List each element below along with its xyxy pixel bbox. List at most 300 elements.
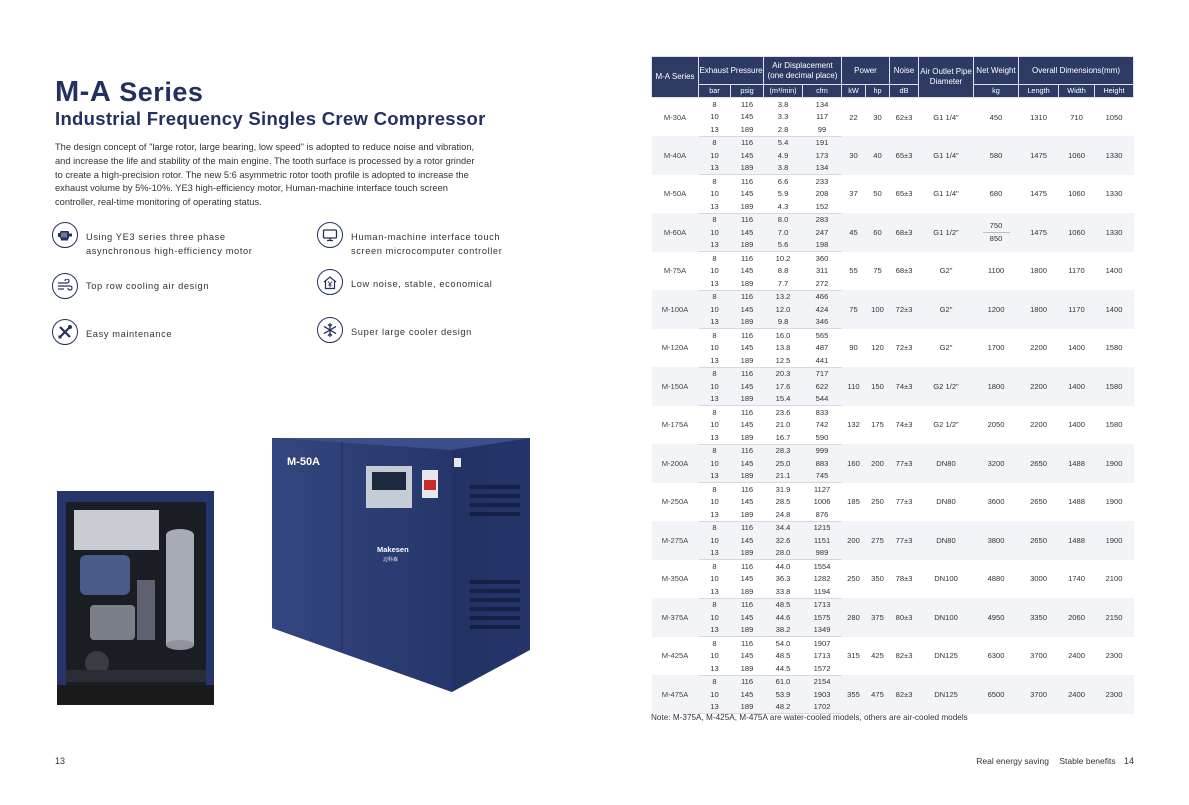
outlet-cell: G1 1/4"	[933, 189, 959, 199]
outlet-cell: G1 1/4"	[933, 112, 959, 122]
bar-cell: 8	[712, 484, 717, 494]
psig-cell: 189	[731, 547, 764, 560]
weight-cell: 3800	[974, 521, 1019, 560]
header-power: Power	[842, 57, 890, 85]
bar-cell: 13	[699, 585, 731, 598]
psig-cell: 145	[731, 303, 764, 316]
psig-cell: 189	[731, 354, 764, 367]
bar-cell: 8	[699, 521, 731, 534]
bar-cell: 13	[699, 701, 731, 714]
m3min-cell: 12.5	[764, 354, 803, 367]
model-group	[652, 213, 1134, 252]
table-row	[652, 213, 1134, 226]
psig-cell: 145	[731, 457, 764, 470]
psig-cell: 145	[731, 149, 764, 162]
length-cell: 2200	[1019, 367, 1059, 406]
psig-cell: 189	[731, 123, 764, 136]
bar-cell: 10	[710, 651, 719, 661]
m3min-cell: 28.3	[764, 444, 803, 457]
model-group	[652, 521, 1134, 560]
machine-brand-label: Makesen	[377, 545, 409, 554]
psig-cell: 145	[731, 611, 764, 624]
outlet-cell: DN100	[934, 574, 958, 584]
psig-cell: 189	[731, 624, 764, 637]
hp-cell: 200	[866, 444, 890, 483]
psig-cell: 116	[740, 484, 754, 494]
height-cell: 1400	[1105, 266, 1123, 276]
model-cell: M-200A	[652, 444, 699, 483]
m3min-cell: 28.5	[775, 497, 791, 507]
model-cell: M-75A	[663, 266, 687, 276]
cfm-cell: 1554	[813, 561, 831, 571]
kw-cell: 22	[849, 112, 858, 122]
hp-cell: 75	[873, 266, 882, 276]
m3min-cell: 23.6	[775, 407, 791, 417]
bar-cell: 10	[699, 149, 731, 162]
psig-cell: 145	[731, 534, 764, 547]
cfm-cell: 1702	[803, 701, 842, 714]
snowflake-icon	[317, 317, 343, 343]
height-cell: 2300	[1095, 675, 1134, 714]
psig-cell: 145	[740, 266, 754, 276]
m3min-cell: 3.3	[777, 112, 789, 122]
bar-cell: 8	[699, 213, 731, 226]
weight-cell: 580	[974, 136, 1019, 175]
unit-bar: bar	[699, 85, 731, 98]
psig-cell: 116	[731, 213, 764, 226]
cfm-cell: 717	[803, 367, 842, 380]
cfm-cell: 346	[803, 316, 842, 329]
wind-cooling-icon	[52, 273, 78, 299]
m3min-cell: 53.9	[764, 688, 803, 701]
m3min-cell: 5.9	[777, 189, 789, 199]
model-group	[652, 483, 1134, 522]
psig-cell: 116	[740, 407, 754, 417]
psig-cell: 116	[731, 675, 764, 688]
table-row	[652, 675, 1134, 688]
psig-cell: 145	[740, 420, 754, 430]
cfm-cell: 1907	[813, 638, 831, 648]
bar-cell: 10	[699, 534, 731, 547]
table-row	[652, 444, 1134, 457]
m3min-cell: 44.5	[764, 662, 803, 675]
model-cell: M-425A	[661, 651, 689, 661]
bar-cell: 8	[699, 444, 731, 457]
bar-cell: 8	[699, 598, 731, 611]
hp-cell: 350	[871, 574, 884, 584]
cfm-cell: 544	[803, 393, 842, 406]
feature-item	[52, 222, 252, 258]
psig-cell: 116	[740, 638, 754, 648]
m3min-cell: 7.0	[764, 226, 803, 239]
model-group	[652, 406, 1134, 445]
weight-value-alt: 850	[983, 232, 1010, 245]
open-compressor-image	[57, 491, 214, 705]
length-cell: 1475	[1030, 189, 1047, 199]
weight-cell: 3600	[987, 497, 1005, 507]
kw-cell: 132	[847, 420, 860, 430]
model-cell: M-50A	[663, 189, 687, 199]
width-cell: 2400	[1059, 675, 1095, 714]
closed-compressor-image	[272, 438, 530, 692]
cfm-cell: 134	[815, 99, 829, 109]
model-group	[652, 329, 1134, 368]
spec-table	[651, 56, 1134, 714]
weight-cell: 680	[989, 189, 1003, 199]
weight-cell: 1200	[974, 290, 1019, 329]
compressor-illustration	[52, 430, 542, 710]
table-row	[652, 175, 1134, 188]
product-images	[52, 430, 542, 710]
bar-cell: 8	[712, 176, 717, 186]
header-dimensions: Overall Dimensions(mm)	[1019, 57, 1134, 85]
psig-cell: 116	[731, 598, 764, 611]
m3min-cell: 48.5	[775, 651, 791, 661]
series-code: M-A	[55, 76, 112, 108]
db-cell: 80±3	[890, 598, 919, 637]
psig-cell: 145	[731, 688, 764, 701]
bar-cell: 13	[699, 470, 731, 483]
model-cell: M-150A	[652, 367, 699, 406]
outlet-cell: G1 1/2"	[919, 213, 974, 252]
outlet-cell: DN100	[919, 598, 974, 637]
model-group	[652, 136, 1134, 175]
cfm-cell: 247	[803, 226, 842, 239]
weight-cell: 4950	[974, 598, 1019, 637]
hp-cell: 30	[873, 112, 882, 122]
tools-icon	[52, 319, 78, 345]
m3min-cell: 8.0	[764, 213, 803, 226]
unit-kg: kg	[974, 85, 1019, 98]
m3min-cell: 36.3	[775, 574, 791, 584]
psig-cell: 116	[731, 367, 764, 380]
cfm-cell: 233	[815, 176, 829, 186]
bar-cell: 8	[712, 561, 717, 571]
bar-cell: 13	[699, 277, 731, 290]
kw-cell: 160	[842, 444, 866, 483]
width-cell: 2060	[1059, 598, 1095, 637]
length-cell: 1475	[1019, 213, 1059, 252]
feature-text: Using YE3 series three phase asynchronous high-efficiency motor	[86, 232, 253, 256]
bar-cell: 8	[699, 136, 731, 149]
m3min-cell: 44.6	[764, 611, 803, 624]
kw-cell: 30	[842, 136, 866, 175]
height-cell: 1900	[1105, 497, 1123, 507]
feature-item	[317, 317, 472, 343]
length-cell: 3700	[1030, 651, 1047, 661]
bar-cell: 8	[712, 99, 717, 109]
db-cell: 65±3	[890, 136, 919, 175]
cfm-cell: 742	[815, 420, 829, 430]
feature-text: Easy maintenance	[86, 329, 173, 339]
psig-cell: 145	[740, 497, 754, 507]
table-row	[652, 521, 1134, 534]
cfm-cell: 152	[803, 200, 842, 213]
header-exhaust-pressure: Exhaust Pressure	[699, 57, 764, 85]
table-row	[652, 252, 1134, 265]
psig-cell: 145	[740, 112, 754, 122]
model-cell: M-275A	[652, 521, 699, 560]
m3min-cell: 34.4	[764, 521, 803, 534]
cfm-cell: 565	[815, 330, 829, 340]
m3min-cell: 25.0	[764, 457, 803, 470]
width-cell: 1060	[1059, 213, 1095, 252]
db-cell: 82±3	[890, 675, 919, 714]
header-noise: Noise	[890, 57, 919, 85]
cfm-cell: 1127	[813, 484, 831, 494]
width-cell: 1170	[1068, 266, 1085, 276]
m3min-cell: 12.0	[764, 303, 803, 316]
psig-cell: 189	[731, 701, 764, 714]
bar-cell: 10	[710, 420, 719, 430]
hp-cell: 120	[871, 343, 884, 353]
m3min-cell: 5.6	[764, 239, 803, 252]
hp-cell: 375	[866, 598, 890, 637]
cfm-cell: 173	[803, 149, 842, 162]
psig-cell: 116	[731, 521, 764, 534]
db-cell: 72±3	[895, 343, 913, 353]
db-cell: 78±3	[895, 574, 913, 584]
m3min-cell: 31.9	[775, 484, 791, 494]
hp-cell: 100	[866, 290, 890, 329]
m3min-cell: 44.0	[775, 561, 791, 571]
db-cell: 77±3	[890, 521, 919, 560]
model-group	[652, 444, 1134, 483]
height-cell: 1400	[1095, 290, 1134, 329]
kw-cell: 250	[847, 574, 860, 584]
width-cell: 1488	[1059, 444, 1095, 483]
model-cell: M-175A	[661, 420, 689, 430]
bar-cell: 10	[699, 380, 731, 393]
length-cell: 2200	[1030, 343, 1047, 353]
cfm-cell: 198	[803, 239, 842, 252]
unit-length: Length	[1019, 85, 1059, 98]
bar-cell: 10	[710, 343, 719, 353]
product-description: The design concept of "large rotor, large bearing, low speed" is adopted to reduce noise and vibration, and increase the life and stability of the main engine. The tooth surface is processed by a rotor grinder to create a high-precision rotor. The new 5:6 asymmetric rotor tooth profile is adopted to increase the exhaust volume by 5%-10%. YE3 high-efficiency motor, Human-machine interface touch screen controller, real-time monitoring of operating status.	[55, 142, 475, 208]
model-group	[652, 290, 1134, 329]
m3min-cell: 13.2	[764, 290, 803, 303]
bar-cell: 10	[699, 226, 731, 239]
psig-cell: 116	[731, 136, 764, 149]
cfm-cell: 1151	[803, 534, 842, 547]
model-cell: M-30A	[663, 112, 687, 122]
psig-cell: 189	[731, 470, 764, 483]
feature-item	[52, 273, 209, 299]
m3min-cell: 32.6	[764, 534, 803, 547]
db-cell: 77±3	[890, 444, 919, 483]
length-cell: 3000	[1030, 574, 1047, 584]
unit-cfm: cfm	[803, 85, 842, 98]
width-cell: 1400	[1059, 367, 1095, 406]
height-cell: 1580	[1105, 420, 1123, 430]
table-row	[652, 329, 1134, 342]
table-row	[652, 560, 1134, 573]
db-cell: 68±3	[895, 266, 913, 276]
hp-cell: 150	[866, 367, 890, 406]
feature-list	[52, 221, 532, 351]
psig-cell: 189	[731, 316, 764, 329]
series-title	[55, 76, 203, 109]
hp-cell: 175	[871, 420, 884, 430]
bar-cell: 10	[699, 611, 731, 624]
m3min-cell: 15.4	[764, 393, 803, 406]
outlet-cell: DN125	[934, 651, 958, 661]
psig-cell: 189	[731, 277, 764, 290]
m3min-cell: 38.2	[764, 624, 803, 637]
header-net-weight: Net Weight	[974, 57, 1019, 85]
table-row	[652, 598, 1134, 611]
cfm-cell: 1572	[803, 662, 842, 675]
cfm-cell: 1575	[803, 611, 842, 624]
m3min-cell: 13.8	[775, 343, 791, 353]
kw-cell: 280	[842, 598, 866, 637]
m3min-cell: 21.1	[764, 470, 803, 483]
length-cell: 2200	[1030, 420, 1047, 430]
cfm-cell: 1215	[803, 521, 842, 534]
bar-cell: 13	[699, 662, 731, 675]
m3min-cell: 17.6	[764, 380, 803, 393]
psig-cell: 116	[740, 176, 754, 186]
cfm-cell: 1713	[813, 651, 831, 661]
model-group	[652, 252, 1134, 291]
cfm-cell: 272	[803, 277, 842, 290]
outlet-cell: DN125	[919, 675, 974, 714]
unit-hp: hp	[866, 85, 890, 98]
m3min-cell: 48.5	[764, 598, 803, 611]
kw-cell: 200	[842, 521, 866, 560]
cfm-cell: 360	[815, 253, 829, 263]
bar-cell: 10	[710, 497, 719, 507]
header-air-outlet: Air Outlet Pipe Diameter	[919, 57, 974, 98]
bar-cell: 13	[699, 431, 731, 444]
width-cell: 1400	[1068, 343, 1085, 353]
machine-model-label: M-50A	[287, 456, 321, 468]
cfm-cell: 487	[815, 343, 829, 353]
length-cell: 1800	[1019, 290, 1059, 329]
psig-cell: 145	[740, 651, 754, 661]
length-cell: 1800	[1030, 266, 1047, 276]
unit-db: dB	[890, 85, 919, 98]
bar-cell: 13	[699, 393, 731, 406]
height-cell: 1050	[1105, 112, 1123, 122]
hp-cell: 40	[866, 136, 890, 175]
model-group	[652, 367, 1134, 406]
cfm-cell: 99	[803, 123, 842, 136]
weight-cell: 6300	[987, 651, 1005, 661]
db-cell: 72±3	[890, 290, 919, 329]
model-cell: M-350A	[661, 574, 689, 584]
psig-cell: 116	[740, 99, 754, 109]
cfm-cell: 989	[803, 547, 842, 560]
model-cell: M-120A	[661, 343, 689, 353]
cfm-cell: 283	[803, 213, 842, 226]
kw-cell: 315	[847, 651, 860, 661]
hp-cell: 50	[873, 189, 882, 199]
length-cell: 2650	[1019, 521, 1059, 560]
m3min-cell: 16.0	[775, 330, 791, 340]
m3min-cell: 21.0	[775, 420, 791, 430]
outlet-cell: DN80	[936, 497, 956, 507]
m3min-cell: 2.8	[764, 123, 803, 136]
bar-cell: 8	[712, 330, 717, 340]
m3min-cell: 5.4	[764, 136, 803, 149]
unit-height: Height	[1095, 85, 1134, 98]
height-cell: 1580	[1105, 343, 1123, 353]
model-group	[652, 560, 1134, 599]
table-row	[652, 367, 1134, 380]
bar-cell: 8	[699, 290, 731, 303]
width-cell: 1060	[1068, 189, 1085, 199]
psig-cell: 189	[731, 239, 764, 252]
psig-cell: 116	[731, 290, 764, 303]
model-cell: M-250A	[661, 497, 689, 507]
psig-cell: 145	[740, 189, 754, 199]
bar-cell: 13	[699, 200, 731, 213]
kw-cell: 75	[842, 290, 866, 329]
unit-kw: kW	[842, 85, 866, 98]
height-cell: 2300	[1105, 651, 1123, 661]
bar-cell: 8	[712, 253, 717, 263]
hp-cell: 250	[871, 497, 884, 507]
cfm-cell: 311	[815, 266, 829, 276]
weight-cell: 1100	[987, 266, 1005, 276]
height-cell: 1580	[1095, 367, 1134, 406]
width-cell: 2400	[1068, 651, 1085, 661]
cfm-cell: 2154	[803, 675, 842, 688]
weight-cell: 2050	[987, 420, 1005, 430]
psig-cell: 116	[731, 444, 764, 457]
psig-cell: 189	[731, 585, 764, 598]
bar-cell: 10	[710, 112, 719, 122]
header-model	[652, 57, 699, 98]
m3min-cell: 48.2	[764, 701, 803, 714]
monitor-icon	[317, 222, 343, 248]
cfm-cell: 590	[803, 431, 842, 444]
hp-cell: 60	[866, 213, 890, 252]
feature-item	[317, 269, 492, 295]
bar-cell: 10	[710, 189, 719, 199]
m3min-cell: 16.7	[764, 431, 803, 444]
psig-cell: 145	[740, 343, 754, 353]
height-cell: 1900	[1095, 521, 1134, 560]
cfm-cell: 466	[803, 290, 842, 303]
unit-psig: psig	[731, 85, 764, 98]
model-cell: M-40A	[652, 136, 699, 175]
series-word: Series	[119, 77, 204, 107]
bar-cell: 8	[699, 675, 731, 688]
cfm-cell: 1349	[803, 624, 842, 637]
psig-cell: 145	[740, 574, 754, 584]
model-group	[652, 598, 1134, 637]
model-cell: M-375A	[652, 598, 699, 637]
m3min-cell: 24.8	[764, 508, 803, 521]
bar-cell: 13	[699, 624, 731, 637]
cfm-cell: 117	[815, 112, 829, 122]
psig-cell: 145	[731, 380, 764, 393]
width-cell: 1060	[1059, 136, 1095, 175]
width-cell: 1400	[1068, 420, 1085, 430]
weight-cell: 1800	[974, 367, 1019, 406]
cfm-cell: 424	[803, 303, 842, 316]
outlet-cell: G2"	[939, 266, 953, 276]
m3min-cell: 4.3	[764, 200, 803, 213]
length-cell: 2650	[1019, 444, 1059, 483]
bar-cell: 10	[699, 303, 731, 316]
m3min-cell: 28.0	[764, 547, 803, 560]
outlet-cell: G2 1/2"	[919, 367, 974, 406]
model-group	[652, 98, 1134, 137]
outlet-cell: G1 1/4"	[919, 136, 974, 175]
